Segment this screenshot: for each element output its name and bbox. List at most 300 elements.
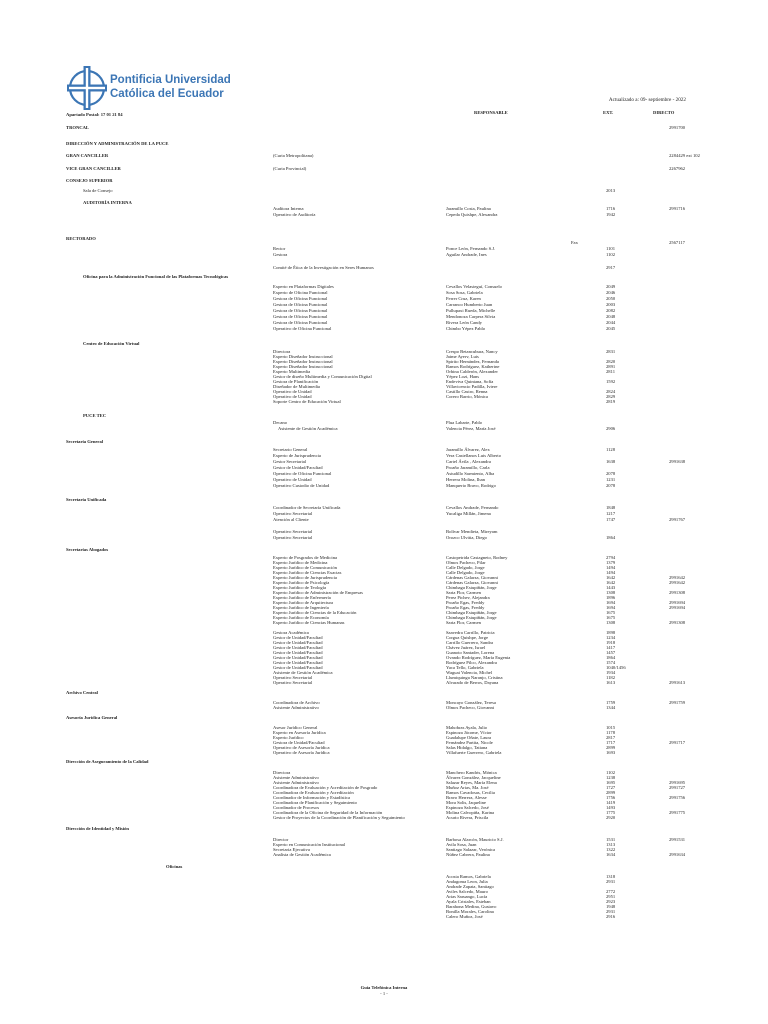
extension-cell: 1102 — [606, 252, 616, 257]
name-cell: Perez Pichev, Alejandra — [446, 595, 490, 600]
role-cell: Experto de Posgrados de Medicina — [273, 555, 338, 560]
role-cell: Experto Jurídico de Administración de Empresas — [273, 590, 363, 595]
header-directo: DIRECTO — [653, 110, 675, 115]
header-responsable: RESPONSABLE — [474, 110, 508, 115]
directory-row — [66, 547, 700, 553]
section-title: Secretaría General — [66, 439, 104, 444]
name-cell: Yépez Lozi, Hans — [446, 374, 480, 379]
extension-cell: 1493 — [606, 805, 616, 810]
name-cell: Molina Calvopiña, Karina — [446, 810, 495, 815]
role-cell: Operativo de Oficina Funcional — [273, 326, 332, 331]
extension-cell: 1040/1456 — [606, 665, 626, 670]
extension-cell: 2045 — [606, 326, 616, 331]
direct-line-cell: 2991727 — [669, 785, 686, 790]
extension-cell: 1313 — [606, 842, 616, 847]
section-title: DIRECCIÓN Y ADMINISTRACIÓN DE LA PUCE — [66, 141, 169, 146]
name-cell: Bonilla Morales, Carolina — [446, 909, 494, 914]
role-cell: Gestora de Oficina Funcional — [273, 296, 328, 301]
name-cell: Santiago Salazar, Verónica — [446, 847, 496, 852]
extension-cell: 1716 — [606, 206, 616, 211]
name-cell: Chimbaga Estupiñán, Jorge — [446, 610, 497, 615]
name-cell: Villavicencio Padilla, Iviere — [446, 384, 498, 389]
extension-cell: 2917 — [606, 265, 616, 270]
direct-line-cell: 2991756 — [669, 795, 686, 800]
directory-row — [66, 705, 700, 711]
name-cell: Calle Delgado, Jorge — [446, 565, 485, 570]
name-cell: Llumiquinga Naranjo, Cristina — [446, 675, 503, 680]
directory-row — [66, 141, 700, 147]
role-cell: Operativo Secretarial — [273, 511, 313, 516]
name-cell: Carrillo Guerrero, Sandra — [446, 640, 494, 645]
extension-cell: 1934 — [606, 670, 616, 675]
extension-cell: 2931 — [606, 879, 616, 884]
extension-cell: 2819 — [606, 399, 616, 404]
role-cell: Gestora de Oficina Funcional — [273, 314, 328, 319]
extension-cell: 1344 — [606, 705, 616, 710]
extension-cell: 1417 — [606, 645, 616, 650]
role-cell: Experto Jurídico de Ciencias de la Educación — [273, 610, 357, 615]
role-cell: Operativo Secretarial — [273, 535, 313, 540]
extension-cell: 1531 — [606, 837, 616, 842]
role-cell: Experto Jurídico de Medicina — [273, 560, 328, 565]
role-cell: Coordinador de Información y Estadística — [273, 795, 351, 800]
direct-line-cell: 2267962 — [669, 166, 686, 171]
name-cell: Calle Delgado, Jorge — [446, 570, 485, 575]
extension-cell: 1238 — [606, 775, 616, 780]
name-cell: Proaño Jaramillo, Carla — [446, 465, 490, 470]
extension-cell: 1864 — [606, 655, 616, 660]
directory-row — [66, 852, 700, 858]
directory-row — [66, 178, 700, 184]
extension-cell: 1638 — [606, 459, 616, 464]
role-cell: Gestor de diseño Multimedia y Comunicación Digital — [273, 374, 372, 379]
extension-cell: 1574 — [606, 660, 616, 665]
name-cell: Castopetrida Castagneto, Rodney — [446, 555, 508, 560]
directory-row — [66, 620, 700, 626]
extension-cell: 1443 — [606, 585, 616, 590]
extension-cell: 1128 — [606, 447, 616, 452]
extension-cell: 2829 — [606, 394, 616, 399]
role-cell: Operativo de Auditoría — [273, 212, 316, 217]
role-cell: Gestora de Oficina Funcional — [273, 302, 328, 307]
role-cell: Gestor de Unidad/Facultad — [273, 465, 323, 470]
name-cell: Guanoto Santader, Lorena — [446, 650, 495, 655]
name-cell: Orbina Calderón, Alexander — [446, 369, 498, 374]
extension-cell: 1182 — [606, 675, 616, 680]
directory-row — [66, 265, 700, 271]
directory-row — [66, 112, 700, 118]
name-cell: Alvarado de Berros, Dayana — [446, 680, 499, 685]
role-cell: Coordinadora de Archivo — [273, 700, 320, 705]
role-cell: Director — [273, 837, 289, 842]
name-cell: Espinoza Salcedo, José — [446, 805, 489, 810]
directory-row — [66, 252, 700, 258]
directory-row — [66, 188, 700, 194]
direct-line-cell: 2991642 — [669, 580, 686, 585]
role-cell: (Curia Provincial) — [273, 166, 307, 171]
role-cell: Gestor Secretarial — [273, 459, 307, 464]
role-cell: Experto Jurídico de Teología — [273, 585, 327, 590]
directory-row — [66, 166, 700, 172]
name-cell: Cartel Ávila , Alexandra — [446, 459, 491, 464]
name-cell: Aguilar Andrade, Ines — [446, 252, 487, 257]
direct-line-cell: 2991308 — [669, 590, 686, 595]
extension-cell: 1613 — [606, 680, 616, 685]
name-cell: Saria Flor, Carmen — [446, 620, 481, 625]
role-cell: Experto de Oficina Funcional — [273, 290, 328, 295]
role-cell: Experto Jurídico de Jurisprudencia — [273, 575, 337, 580]
name-cell: Cepeda Quishpe, Alexandra — [446, 212, 498, 217]
extension-cell: 1634 — [606, 852, 616, 857]
direct-line-cell: 2991634 — [669, 852, 686, 857]
extension-cell: 1318 — [606, 874, 616, 879]
directory-row — [66, 341, 700, 347]
role-cell: Experto Jurídico de Arquitectura — [273, 600, 334, 605]
role-cell: Experto Multimedia — [273, 369, 311, 374]
name-cell: Bravo Herrera, Alesse — [446, 795, 487, 800]
direct-line-cell: 2991759 — [669, 700, 686, 705]
name-cell: Rodríguez Pilco, Alexandra — [446, 660, 497, 665]
extension-cell: 1918 — [606, 640, 616, 645]
role-cell: Directora — [273, 349, 291, 354]
name-cell: Jaime Ayerv, Luis — [446, 354, 479, 359]
role-cell: Operativo de Asesoría Jurídica — [273, 745, 330, 750]
role-cell: Experto en Asesoría Jurídica — [273, 730, 326, 735]
role-cell: Coordinador de Procesos — [273, 805, 320, 810]
role-cell: Coordinadora de la Oficina de Seguridad de la Información — [273, 810, 383, 815]
header-ext: EXT. — [603, 110, 614, 115]
name-cell: Espinoza Jácome, Víctor — [446, 730, 492, 735]
name-cell: Manchero Kandris, Mónica — [446, 770, 497, 775]
extension-cell: 1101 — [606, 246, 616, 251]
name-cell: Salas Hidalgo, Tatiana — [446, 745, 488, 750]
role-cell: Operativo de Asesoría Jurídica — [273, 750, 330, 755]
role-cell: Gestor de Unidad/Facultad — [273, 640, 323, 645]
name-cell: Saria Flor, Carmen — [446, 590, 481, 595]
directory-row — [66, 750, 700, 756]
logo-line-2: Católica del Ecuador — [110, 88, 224, 100]
name-cell: Aviles Salcedo, Mauro — [446, 889, 488, 894]
name-cell: Corguz Quishpe, Jorge — [446, 635, 489, 640]
role-cell: Operativo Secretarial — [273, 675, 313, 680]
directory-row — [66, 759, 700, 765]
name-cell: Barahona Medina, Gustavo — [446, 904, 497, 909]
extension-cell: 1775 — [606, 810, 616, 815]
logo-line-1: Pontificia Universidad — [110, 74, 231, 86]
role-cell: Asesor Jurídico General — [273, 725, 318, 730]
extension-cell: 1015 — [606, 725, 616, 730]
name-cell: Carranco Humberto Juan — [446, 302, 493, 307]
name-cell: Sosa Sosa, Gabriela — [446, 290, 483, 295]
extension-cell: Fax — [571, 240, 578, 245]
section-title: Dirección de Identidad y Misión — [66, 826, 129, 831]
directory-row — [66, 439, 700, 445]
direct-line-cell: 2991695 — [669, 780, 686, 785]
extension-cell: 1494 — [606, 570, 616, 575]
role-cell: Comité de Ética de la Investigación en Seres Humanos — [273, 265, 374, 270]
role-cell: (Curia Metropolitana) — [273, 153, 314, 158]
extension-cell: 1694 — [606, 605, 616, 610]
name-cell: Mora Solis, Jaqueline — [446, 800, 486, 805]
section-title: Apartado Postal: 17 01 21 84 — [66, 112, 123, 117]
extension-cell: 1717 — [606, 740, 616, 745]
extension-cell: 2817 — [606, 735, 616, 740]
update-date: Actualizado a: 09- septiembre - 2022 — [608, 97, 686, 103]
name-cell: Chimbaga Estupiñán, Jorge — [446, 615, 497, 620]
name-cell: Waguai Valencia, Michel — [446, 670, 493, 675]
extension-cell: 1217 — [606, 511, 616, 516]
name-cell: Avila Sosa, Juan — [446, 842, 477, 847]
extension-cell: 2831 — [606, 349, 616, 354]
direct-line-cell: 2991700 — [669, 125, 686, 130]
name-cell: Yaca Tello, Gabriela — [446, 665, 484, 670]
extension-cell: 2920 — [606, 815, 616, 820]
name-cell: Cevallos Andrade, Fernando — [446, 505, 499, 510]
name-cell: Cárdenas Galarza, Giovanni — [446, 575, 498, 580]
directory-row — [66, 535, 700, 541]
name-cell: Corero Barrio, Mónica — [446, 394, 488, 399]
role-cell: Atención al Cliente — [273, 517, 309, 522]
section-title: Secretarías Abogados — [66, 547, 109, 552]
section-title: CONSEJO SUPERIOR — [66, 178, 113, 183]
section-title: VICE GRAN CANCILLER — [66, 166, 121, 171]
extension-cell: 2046 — [606, 290, 616, 295]
extension-cell: 1419 — [606, 800, 616, 805]
role-cell: Gestora de Unidad/Facultad — [273, 740, 325, 745]
role-cell: Experto de Jurisprudencia — [273, 453, 321, 458]
name-cell: Ramos Rodríguez, Katherine — [446, 364, 500, 369]
name-cell: Andrade Zapata, Santiago — [446, 884, 494, 889]
page-footer — [0, 985, 768, 997]
extension-cell: 2820 — [606, 359, 616, 364]
extension-cell: 1942 — [606, 212, 616, 217]
name-cell: Acosta Ramos, Gabriela — [446, 874, 491, 879]
role-cell: Rector — [273, 246, 286, 251]
name-cell: Astudillo Sarmiento, Alba — [446, 471, 495, 476]
role-cell: Operativo Custodio de Unidad — [273, 483, 330, 488]
direct-line-cell: 2991613 — [669, 680, 686, 685]
section-title: Secretaría Unificada — [66, 497, 107, 502]
section-title: Asesoría Jurídica General — [66, 715, 118, 720]
directory-row — [66, 326, 700, 332]
role-cell: Operativo Secretarial — [273, 529, 313, 534]
role-cell: Gestor de Unidad/Facultad — [273, 665, 323, 670]
footer-title: Guía Telefónica Interna — [360, 985, 408, 990]
name-cell: Yucaliga Millán, Jimena — [446, 511, 491, 516]
directory-row — [66, 483, 700, 489]
name-cell: Manquerio Bravo, Rodrigo — [446, 483, 496, 488]
extension-cell: 1322 — [606, 847, 616, 852]
name-cell: Andagoma Leon, Julia — [446, 879, 488, 884]
directory-row — [66, 864, 700, 870]
direct-line-cell: 2284429 ext 102 — [669, 153, 700, 158]
role-cell: Secretario General — [273, 447, 308, 452]
direct-line-cell: 2991694 — [669, 605, 686, 610]
role-cell: Operativo de Unidad — [273, 394, 312, 399]
name-cell: Muñoz Arias, Ma. José — [446, 785, 489, 790]
name-cell: Olmos Pacheco, Giovanni — [446, 705, 495, 710]
role-cell: Gestora Académica — [273, 630, 309, 635]
extension-cell: 1494 — [606, 565, 616, 570]
extension-cell: 1457 — [606, 650, 616, 655]
name-cell: Villafuerte Guerrero, Gabriela — [446, 750, 502, 755]
role-cell: Experto Diseñador Instruccional — [273, 359, 333, 364]
extension-cell: 1102 — [606, 770, 616, 775]
role-cell: Experto Jurídico de Psicología — [273, 580, 330, 585]
direct-line-cell: 2991717 — [669, 740, 686, 745]
extension-cell: 2078 — [606, 471, 616, 476]
role-cell: Experto en Plataformas Digitales — [273, 284, 334, 289]
name-cell: Rivera León Candy — [446, 320, 482, 325]
extension-cell: 2951 — [606, 894, 616, 899]
role-cell: Asistente Administrativo — [273, 780, 319, 785]
extension-cell: 1231 — [606, 477, 616, 482]
section-title: TRONCAL — [66, 125, 89, 130]
role-cell: Gestor de Unidad/Facultad — [273, 660, 323, 665]
role-cell: Gestora de Oficina Funcional — [273, 308, 328, 313]
role-cell: Gestor de Unidad/Facultad — [273, 635, 323, 640]
extension-cell: 2899 — [606, 790, 616, 795]
name-cell: Endeviva Quintana, Sofía — [446, 379, 494, 384]
role-cell: Coordinadora de Evaluación y Acreditación de Posgrado — [273, 785, 378, 790]
name-cell: Ponce León, Fernando S.J. — [446, 246, 496, 251]
role-cell: Asistente Administrativo — [273, 775, 319, 780]
name-cell: Arias Saruango, Lucía — [446, 894, 488, 899]
role-cell: Experto Jurídico de Economía — [273, 615, 329, 620]
section-title: RECTORADO — [66, 236, 96, 241]
role-cell: Gestor de Proyectos de la Coordinación de Planificación y Seguimiento — [273, 815, 405, 820]
extension-cell: 2923 — [606, 899, 616, 904]
directory-row — [66, 715, 700, 721]
extension-cell: 1747 — [606, 517, 616, 522]
extension-cell: 1642 — [606, 580, 616, 585]
extension-cell: 1694 — [606, 600, 616, 605]
extension-cell: 1896 — [606, 595, 616, 600]
extension-cell: 2931 — [606, 909, 616, 914]
role-cell: Experto en Comunicación Institucional — [273, 842, 346, 847]
name-cell: Fernández Partita, Nicole — [446, 740, 493, 745]
name-cell: Saavedra Carrillo, Patricia — [446, 630, 495, 635]
extension-cell: 2916 — [606, 914, 616, 919]
role-cell: Gestor de Unidad/Facultad — [273, 655, 323, 660]
name-cell: Acurio Rivera, Priscila — [446, 815, 489, 820]
directory-row — [66, 826, 700, 832]
direct-line-cell: 2991531 — [669, 837, 686, 842]
directory-row — [66, 517, 700, 523]
name-cell: Calero Muñoz, José — [446, 914, 483, 919]
directory-row — [66, 497, 700, 503]
direct-line-cell: 2991642 — [669, 575, 686, 580]
name-cell: Castillo Castro, Renna — [446, 389, 488, 394]
extension-cell: 1178 — [606, 730, 616, 735]
extension-cell: 2044 — [606, 320, 616, 325]
extension-cell: 2003 — [606, 302, 616, 307]
extension-cell: 1234 — [606, 635, 616, 640]
directory-row — [66, 914, 700, 920]
name-cell: Vera Castellanos Luis Alberto — [446, 453, 501, 458]
name-cell: Proaño Egas, Freddy — [446, 600, 485, 605]
directory-row — [66, 274, 700, 280]
name-cell: Plua Labarte, Pablo — [446, 420, 483, 425]
role-cell: Coordinadora de Evaluación y Acreditación — [273, 790, 354, 795]
role-cell: Diseñador de Multimedia — [273, 384, 320, 389]
directory-row — [66, 212, 700, 218]
extension-cell: 1727 — [606, 785, 616, 790]
name-cell: Núñez Cabrera, Paulina — [446, 852, 490, 857]
extension-cell: 1756 — [606, 795, 616, 800]
extension-cell: 1592 — [606, 379, 616, 384]
direct-line-cell: 2991775 — [669, 810, 686, 815]
name-cell: Proaño Egas, Freddy — [446, 605, 485, 610]
unit-title: Centro de Educación Virtual — [83, 341, 140, 346]
direct-line-cell: 2991638 — [669, 459, 686, 464]
name-cell: Salazar Reyes, María Elena — [446, 780, 497, 785]
role-cell: Experto Jurídico de Enfermería — [273, 595, 331, 600]
name-cell: Chávez Juárez, Israel — [446, 645, 486, 650]
extension-cell: 2824 — [606, 389, 616, 394]
extension-cell: 2049 — [606, 284, 616, 289]
name-cell: Moncayo González, Teresa — [446, 700, 496, 705]
role-cell: Operativo de Unidad — [273, 477, 312, 482]
name-cell: Chimbaga Estupiñán, Jorge — [446, 585, 497, 590]
name-cell: Bolívar Mendieta, Mireyam — [446, 529, 498, 534]
name-cell: Guadalupe Oñate, Laura — [446, 735, 492, 740]
role-cell: Auditora Interna — [273, 206, 304, 211]
role-cell: Coordinador de Secretaría Unificada — [273, 505, 341, 510]
name-cell: Ayala Cristales, Esteban — [446, 899, 491, 904]
extension-cell: 2050 — [606, 296, 616, 301]
puce-logo — [66, 64, 231, 112]
name-cell: Barbosa Alarcón, Mauricio S.J. — [446, 837, 504, 842]
directory-row — [66, 815, 700, 821]
name-cell: Olmos Pacheco, Pilar — [446, 560, 486, 565]
unit-title: Oficina para la Administración Funcional de las Plataformas Tecnológicas — [83, 274, 229, 279]
directory-row — [66, 426, 700, 432]
role-cell: Gestora de Planificación — [273, 379, 319, 384]
directory-row — [66, 690, 700, 696]
role-cell: Operativo de Unidad — [273, 389, 312, 394]
role-cell: Experto Diseñador Instruccional — [273, 364, 333, 369]
name-cell: Mendonoza Carpera Silvia — [446, 314, 496, 319]
name-cell: Ovando Rodríguez, María Eugenia — [446, 655, 511, 660]
role-cell: Decano — [273, 420, 288, 425]
direct-line-cell: 2567117 — [669, 240, 685, 245]
extension-cell: 2078 — [606, 483, 616, 488]
role-cell: Directora — [273, 770, 291, 775]
direct-line-cell: 2991716 — [669, 206, 686, 211]
role-cell: Gestor de Unidad/Facultad — [273, 645, 323, 650]
role-cell: Experto Jurídico — [273, 735, 304, 740]
name-cell: Herrera Molina, Ihan — [446, 477, 485, 482]
unit-title: PUCE TEC — [83, 413, 107, 418]
extension-cell: 2013 — [606, 188, 616, 193]
role-cell: Soporte Centro de Educación Virtual — [273, 399, 341, 404]
extension-cell: 1675 — [606, 610, 616, 615]
extension-cell: 2811 — [606, 369, 616, 374]
extension-cell: 1675 — [606, 615, 616, 620]
extension-cell: 1642 — [606, 575, 616, 580]
name-cell: Spirito Hernández, Fernanda — [446, 359, 499, 364]
extension-cell: 1308 — [606, 620, 616, 625]
directory-row — [66, 413, 700, 419]
cross-emblem-icon — [66, 64, 108, 112]
extension-cell: 1864 — [606, 535, 616, 540]
name-cell: Jaramillo Costa, Paulina — [446, 206, 491, 211]
role-cell: Gestor de Unidad/Facultad — [273, 650, 323, 655]
name-cell: Valencia Pérez, María José — [446, 426, 496, 431]
extension-cell: 1379 — [606, 560, 616, 565]
extension-cell: 1693 — [606, 750, 616, 755]
